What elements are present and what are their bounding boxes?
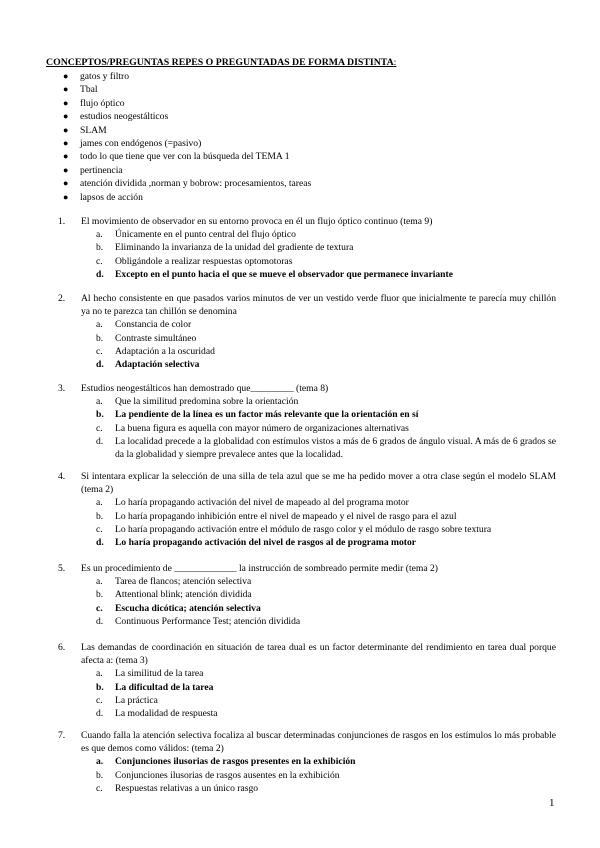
option-text: La dificultad de la tarea xyxy=(115,681,214,693)
bullet-dot-icon: ● xyxy=(63,151,69,162)
option-text: Adaptación selectiva xyxy=(115,359,200,371)
option-letter: b. xyxy=(96,681,104,693)
bullet-dot-icon: ● xyxy=(63,71,69,81)
answer-option xyxy=(58,615,556,628)
answer-option xyxy=(58,241,556,254)
bullet-item xyxy=(63,191,311,204)
question-text: Es un procedimiento de _____________ la instrucción de sombreado permite medir (tema 2) xyxy=(81,563,439,574)
question-block xyxy=(58,292,556,371)
bullet-text: pertinencia xyxy=(80,164,123,176)
option-text: Lo haría propagando activación del nivel de mapeado al del programa motor xyxy=(115,497,409,509)
option-letter: c. xyxy=(96,345,103,357)
option-text: Constancia de color xyxy=(115,319,192,331)
bullet-text: gatos y filtro xyxy=(80,71,130,82)
answer-option xyxy=(58,588,556,601)
option-text: La localidad precede a la globalidad con estímulos vistos a más de 6 grados de ángulo visual. A más de 6 grados se da la globalidad y siempre prevalece antes que la localidad. xyxy=(115,435,556,461)
question-number: 4. xyxy=(58,471,66,482)
answer-option xyxy=(58,782,556,795)
option-text: La pendiente de la línea es un factor más relevante que la orientación en sí xyxy=(115,409,419,421)
option-text: Respuestas relativas a un único rasgo xyxy=(115,782,259,794)
answer-option xyxy=(58,345,556,358)
answer-option xyxy=(58,510,556,523)
bullet-item xyxy=(63,150,311,163)
bullet-dot-icon: ● xyxy=(63,178,69,189)
option-letter: c. xyxy=(96,523,103,535)
option-text: Contraste simultáneo xyxy=(115,332,197,344)
bullet-item xyxy=(63,83,311,96)
answer-option xyxy=(58,435,556,461)
answer-option xyxy=(58,332,556,345)
bullet-text: Tbal xyxy=(80,84,98,96)
option-letter: c. xyxy=(96,422,103,434)
bullet-dot-icon: ● xyxy=(63,164,69,175)
question-text: Estudios neogestálticos han demostrado que_________ (tema 8) xyxy=(81,383,329,394)
option-letter: d. xyxy=(96,435,104,447)
option-text: La buena figura es aquella con mayor número de organizaciones alternativas xyxy=(115,422,409,434)
answer-option-correct xyxy=(58,358,556,371)
option-letter: b. xyxy=(96,332,104,344)
option-letter: c. xyxy=(96,255,103,267)
option-text: Que la similitud predomina sobre la orientación xyxy=(115,396,299,408)
question-block xyxy=(58,470,556,549)
question-block xyxy=(58,382,556,461)
answer-option xyxy=(58,769,556,782)
heading-text: CONCEPTOS/PREGUNTAS REPES O PREGUNTADAS DE FORMA DISTINTA xyxy=(46,57,394,68)
option-text: Conjunciones ilusorias de rasgos ausentes en la exhibición xyxy=(115,769,340,781)
bullet-item xyxy=(63,97,311,110)
answer-option xyxy=(58,523,556,536)
bullet-text: lapsos de acción xyxy=(80,191,143,203)
bullet-item xyxy=(63,124,311,137)
bullet-item xyxy=(63,70,311,83)
bullet-text: flujo óptico xyxy=(80,97,125,109)
option-letter: c. xyxy=(96,782,103,794)
option-letter: c. xyxy=(96,694,103,706)
option-text: Escucha dicótica; atención selectiva xyxy=(115,602,261,614)
option-letter: b. xyxy=(96,769,104,781)
option-letter: a. xyxy=(96,756,104,768)
option-text: Adaptación a la oscuridad xyxy=(115,345,215,357)
answer-option-correct xyxy=(58,268,556,281)
option-letter: a. xyxy=(96,576,103,588)
question-number: 2. xyxy=(58,293,66,304)
option-letter: b. xyxy=(96,510,104,522)
bullet-dot-icon: ● xyxy=(63,137,69,148)
question-number: 3. xyxy=(58,383,66,394)
option-text: Continuous Performance Test; atención dividida xyxy=(115,615,301,627)
answer-options xyxy=(58,395,556,461)
answer-option xyxy=(58,496,556,509)
option-text: Attentional blink; atención dividida xyxy=(115,589,252,601)
bullet-text: todo lo que tiene que ver con la búsqueda del TEMA 1 xyxy=(80,151,290,163)
answer-option xyxy=(58,575,556,588)
question-block xyxy=(58,729,556,795)
answer-option-correct xyxy=(58,408,556,421)
question-text: Si intentara explicar la selección de una silla de tela azul que se me ha pedido mover a otra clase según el modelo SLAM (tema 2) xyxy=(81,471,556,496)
section-heading xyxy=(46,56,396,69)
question-number: 1. xyxy=(58,216,66,227)
question-block xyxy=(58,641,556,720)
answer-options xyxy=(58,755,556,795)
question-number: 5. xyxy=(58,563,66,574)
question-text: El movimiento de observador en su entorno provoca en él un flujo óptico continuo (tema 9) xyxy=(81,216,433,227)
option-letter: b. xyxy=(96,242,104,254)
answer-options xyxy=(58,575,556,628)
option-letter: a. xyxy=(96,396,103,408)
question-block xyxy=(58,562,556,628)
option-letter: d. xyxy=(96,268,104,280)
answer-option-correct xyxy=(58,602,556,615)
bullet-item xyxy=(63,110,311,123)
question-number: 7. xyxy=(58,730,66,741)
option-letter: d. xyxy=(96,615,104,627)
answer-options xyxy=(58,318,556,371)
option-text: La práctica xyxy=(115,694,158,706)
concept-bullet-list xyxy=(63,70,311,204)
answer-option xyxy=(58,667,556,680)
option-text: Tarea de flancos; atención selectiva xyxy=(115,576,252,588)
option-letter: a. xyxy=(96,229,103,241)
question-text: Cuando falla la atención selectiva focaliza al buscar determinadas conjunciones de rasgos en los estímulos lo más probable es que demos como válidos: (tema 2) xyxy=(81,730,556,755)
answer-option xyxy=(58,422,556,435)
answer-options xyxy=(58,667,556,720)
answer-option xyxy=(58,255,556,268)
question-block xyxy=(58,215,556,281)
answer-option xyxy=(58,395,556,408)
option-text: Obligándole a realizar respuestas optomotoras xyxy=(115,255,293,267)
bullet-item xyxy=(63,137,311,150)
answer-option xyxy=(58,228,556,241)
option-letter: d. xyxy=(96,359,104,371)
option-text: Lo haría propagando inhibición entre el nivel de mapeado y el nivel de rasgo para el azul xyxy=(115,510,457,522)
bullet-text: SLAM xyxy=(80,124,107,136)
question-number: 6. xyxy=(58,642,66,653)
option-text: La modalidad de respuesta xyxy=(115,708,218,720)
bullet-item xyxy=(63,164,311,177)
bullet-text: estudios neogestálticos xyxy=(80,111,169,123)
option-letter: d. xyxy=(96,537,104,549)
bullet-dot-icon: ● xyxy=(63,84,69,95)
answer-option xyxy=(58,707,556,720)
bullet-text: james con endógenos (=pasivo) xyxy=(80,137,202,149)
option-text: Excepto en el punto hacia el que se mueve el observador que permanece invariante xyxy=(115,268,453,280)
bullet-dot-icon: ● xyxy=(63,124,69,135)
option-letter: a. xyxy=(96,668,103,680)
option-letter: a. xyxy=(96,319,103,331)
heading-suffix: : xyxy=(393,57,397,68)
option-letter: a. xyxy=(96,497,103,509)
page-number: 1 xyxy=(549,797,555,809)
question-text: Las demandas de coordinación en situación de tarea dual es un factor determinante del rendimiento en tarea dual porque afecta a: (tema 3) xyxy=(81,642,556,667)
option-letter: c. xyxy=(96,602,103,614)
bullet-text: atención dividida ,norman y bobrow: procesamientos, tareas xyxy=(80,178,312,190)
answer-option-correct xyxy=(58,681,556,694)
option-text: La similitud de la tarea xyxy=(115,668,204,680)
answer-options xyxy=(58,228,556,281)
question-text: Al hecho consistente en que pasados varios minutos de ver un vestido verde fluor que inicialmente te parecía muy chillón ya no te parezca tan chillón se denomina xyxy=(81,293,556,318)
answer-option-correct xyxy=(58,536,556,549)
option-text: Lo haría propagando activación entre el módulo de rasgo color y el módulo de rasgo sobre textura xyxy=(115,523,492,535)
bullet-item xyxy=(63,177,311,190)
bullet-dot-icon: ● xyxy=(63,97,69,108)
option-text: Conjunciones ilusorias de rasgos presentes en la exhibición xyxy=(115,756,356,768)
option-text: Eliminando la invarianza de la unidad del gradiente de textura xyxy=(115,242,354,254)
option-letter: b. xyxy=(96,589,104,601)
answer-option xyxy=(58,694,556,707)
answer-options xyxy=(58,496,556,549)
option-letter: d. xyxy=(96,708,104,720)
answer-option-correct xyxy=(58,755,556,768)
option-letter: b. xyxy=(96,409,104,421)
option-text: Lo haría propagando activación del nivel de rasgos al de programa motor xyxy=(115,537,417,549)
option-text: Únicamente en el punto central del flujo óptico xyxy=(115,229,296,241)
answer-option xyxy=(58,318,556,331)
bullet-dot-icon: ● xyxy=(63,111,69,122)
bullet-dot-icon: ● xyxy=(63,191,69,202)
